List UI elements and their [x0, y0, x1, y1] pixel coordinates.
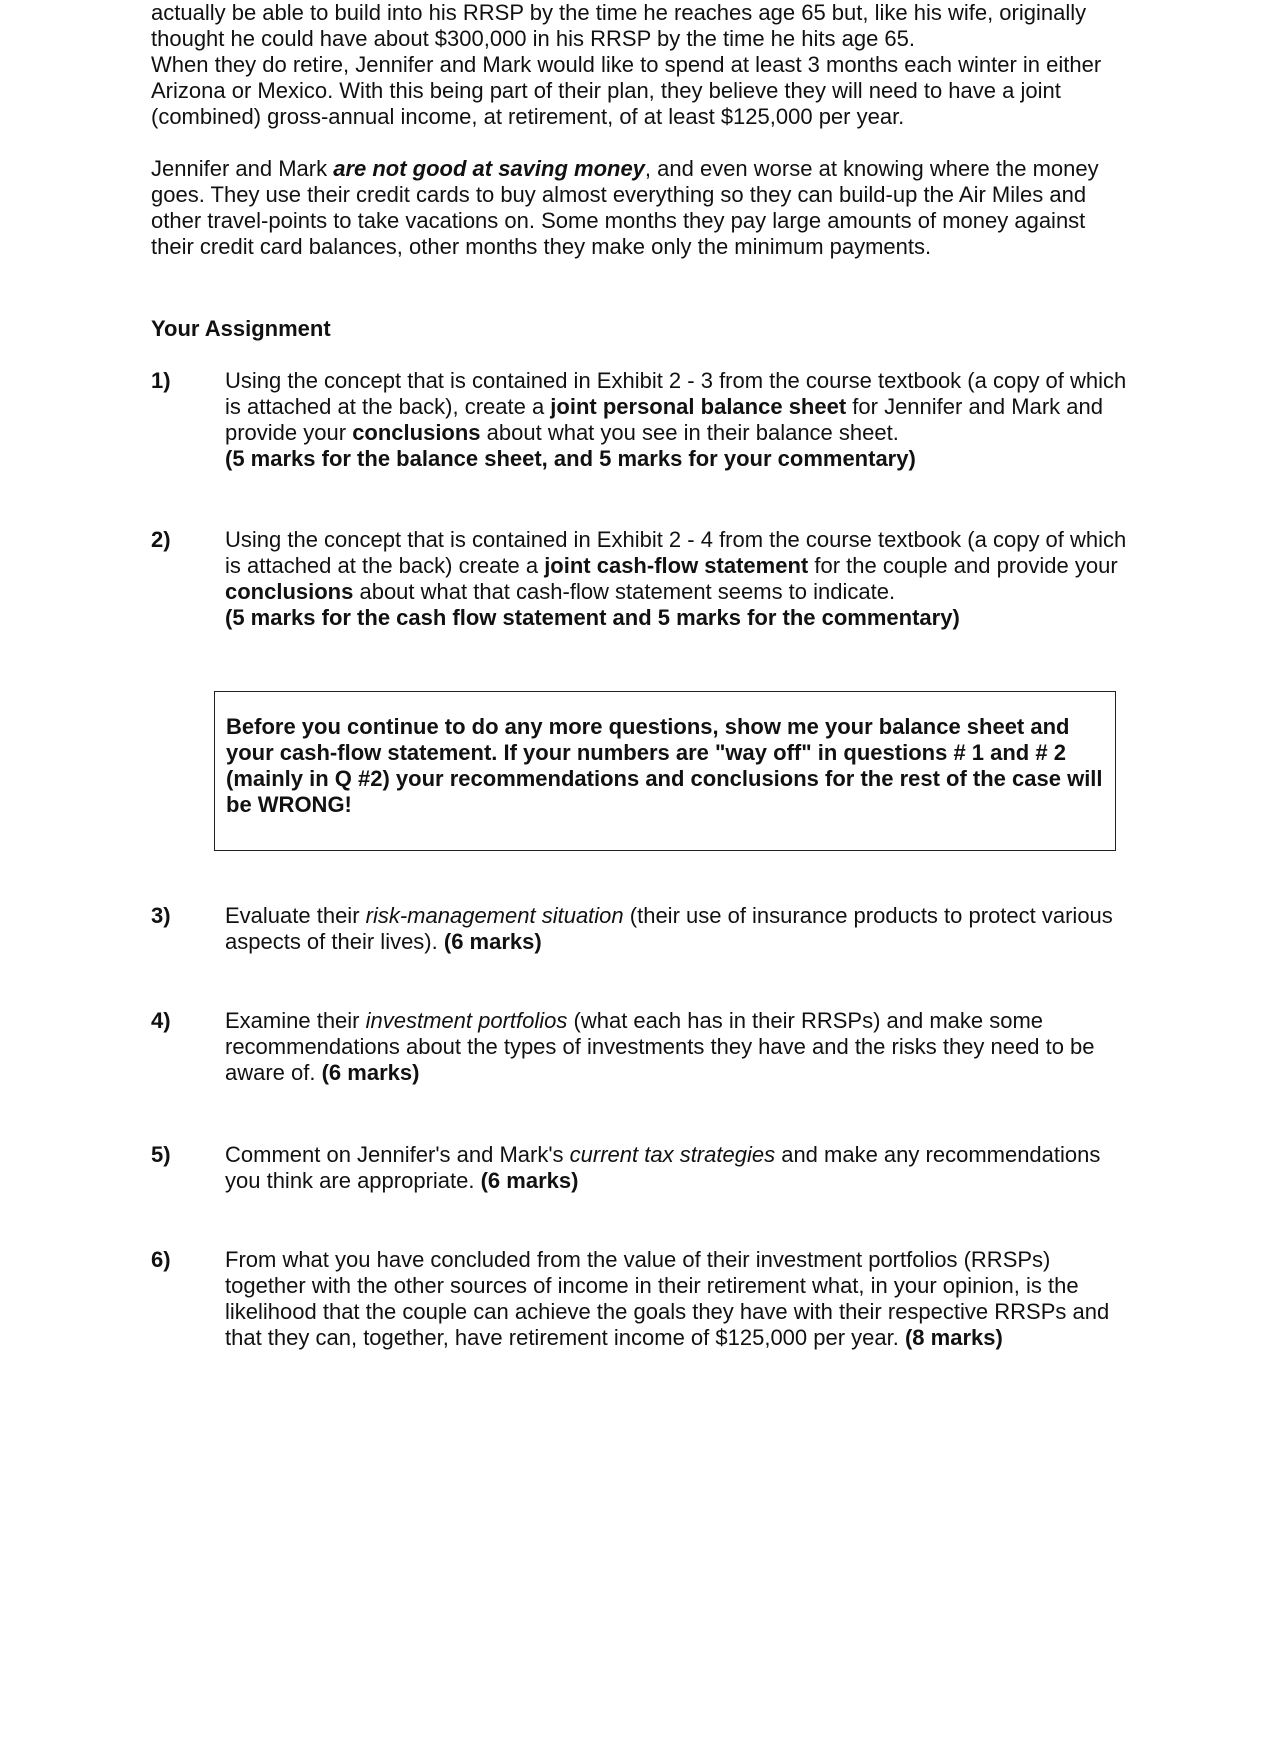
- warning-text: Before you continue to do any more questions, show me your balance sheet and your cash-flow statement. If your numbers are "way off" in questions # 1 and # 2 (mainly in Q #2) your recommendations and conclusions for the rest of the case will be WRONG!: [226, 714, 1103, 817]
- warning-box: [214, 691, 1116, 851]
- question-marks: (6 marks): [321, 1060, 420, 1085]
- question-text: Comment on Jennifer's and Mark's: [225, 1142, 570, 1167]
- question-text: about what you see in their balance sheet.: [480, 420, 899, 445]
- question-emphasis: conclusions: [225, 579, 354, 604]
- question-text: Evaluate their: [225, 903, 366, 928]
- question-body: [225, 1008, 1131, 1086]
- question-text: Using the concept that is contained in Exhibit 2 - 4 from the course textbook (a copy of which is attached at the back) create a: [225, 527, 1127, 578]
- question-body: [225, 527, 1131, 631]
- question-text: and make any recommendations you think are appropriate.: [225, 1142, 1101, 1193]
- question-body: [225, 903, 1131, 955]
- question-marks: (6 marks): [443, 929, 542, 954]
- intro-paragraph-1: [151, 0, 1131, 130]
- question-body: [225, 368, 1131, 472]
- question-text: (their use of insurance products to protect various aspects of their lives).: [225, 903, 1113, 954]
- question-body: [225, 1247, 1131, 1351]
- intro-text: actually be able to build into his RRSP by the time he reaches age 65 but, like his wife, originally thought he could have about $300,000 in his RRSP by the time he hits age 65.: [151, 0, 1087, 51]
- question-text: for Jennifer and Mark and provide your: [225, 394, 1103, 445]
- question-text: Using the concept that is contained in Exhibit 2 - 3 from the course textbook (a copy of which is attached at the back), create a: [225, 368, 1127, 419]
- question-marks: (8 marks): [904, 1325, 1003, 1350]
- question-number: 4): [151, 1008, 171, 1033]
- intro-paragraph-3: [151, 156, 1131, 260]
- intro-emphasis: are not good at saving money: [333, 156, 645, 181]
- question-body: [225, 1142, 1131, 1194]
- intro-text: When they do retire, Jennifer and Mark would like to spend at least 3 months each winter in either Arizona or Mexico. With this being part of their plan, they believe they will need to have a joint (combined) gross-annual income, at retirement, of at least $125,000 per year.: [151, 52, 1102, 129]
- question-text: (what each has in their RRSPs) and make some recommendations about the types of investments they have and the risks they need to be aware of.: [225, 1008, 1095, 1085]
- question-marks: (6 marks): [480, 1168, 579, 1193]
- question-emphasis: conclusions: [352, 420, 481, 445]
- question-emphasis: joint personal balance sheet: [550, 394, 847, 419]
- question-text: Examine their: [225, 1008, 366, 1033]
- question-number: 6): [151, 1247, 171, 1272]
- intro-text: Jennifer and Mark: [151, 156, 334, 181]
- question-text: From what you have concluded from the value of their investment portfolios (RRSPs) together with the other sources of income in their retirement what, in your opinion, is the likelihood that the couple can achieve the goals they have with their respective RRSPs and that they can, together, have retirement income of $125,000 per year.: [225, 1247, 1110, 1350]
- question-text: about what that cash-flow statement seems to indicate.: [353, 579, 896, 604]
- question-italic: investment portfolios: [365, 1008, 568, 1033]
- question-italic: current tax strategies: [569, 1142, 776, 1167]
- question-emphasis: joint cash-flow statement: [544, 553, 809, 578]
- question-text: for the couple and provide your: [808, 553, 1118, 578]
- question-italic: risk-management situation: [365, 903, 624, 928]
- question-number: 1): [151, 368, 171, 393]
- question-number: 5): [151, 1142, 171, 1167]
- section-heading: Your Assignment: [151, 316, 331, 341]
- question-number: 2): [151, 527, 171, 552]
- intro-text: , and even worse at knowing where the money goes. They use their credit cards to buy almost everything so they can build-up the Air Miles and other travel-points to take vacations on. Some months they pay large amounts of money against their credit card balances, other months they make only the minimum payments.: [151, 156, 1099, 259]
- question-marks: (5 marks for the cash flow statement and 5 marks for the commentary): [225, 605, 960, 630]
- question-number: 3): [151, 903, 171, 928]
- question-marks: (5 marks for the balance sheet, and 5 marks for your commentary): [225, 446, 916, 471]
